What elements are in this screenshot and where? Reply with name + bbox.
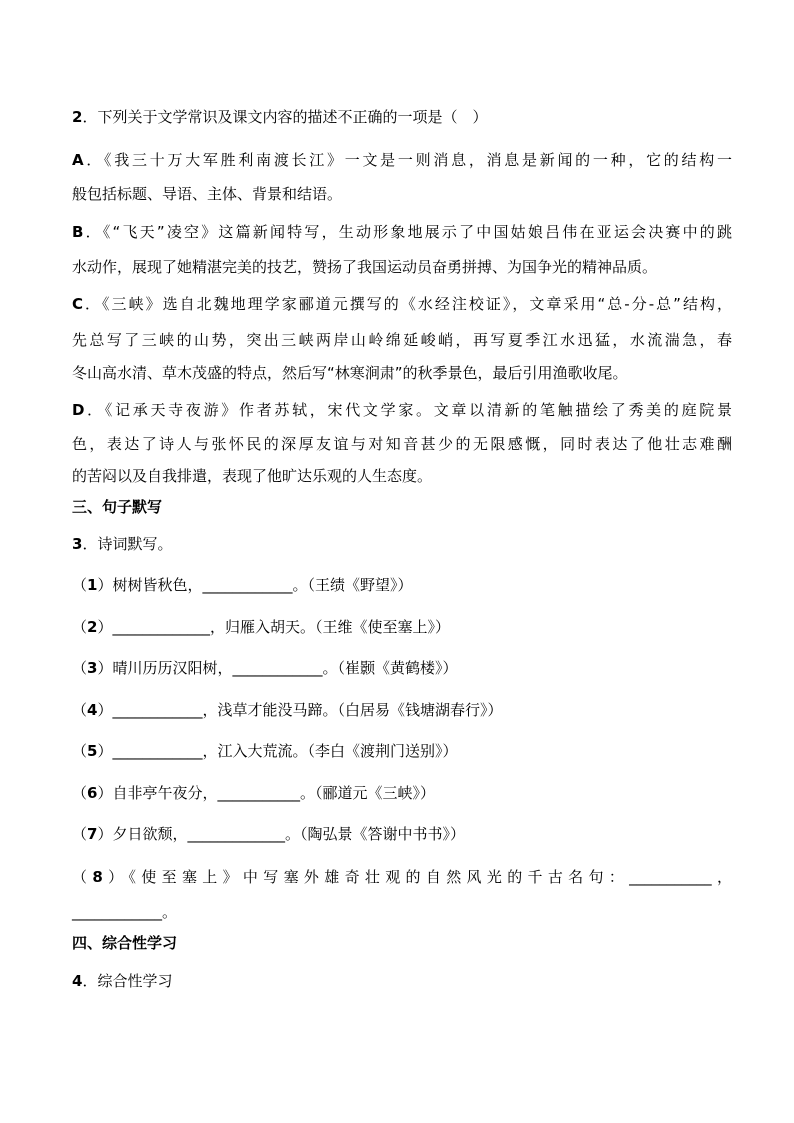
option-b-line1: B．《“飞天”凌空》这篇新闻特写，生动形象地展示了中国姑娘吕伟在亚运会决赛中的跳 [72,223,732,241]
poem-item-2: （2）_____________，归雁入胡天。（王维《使至塞上》） [72,618,450,636]
option-a-line2: 般包括标题、导语、主体、背景和结语。 [72,185,343,203]
option-b-line2: 水动作，展现了她精湛完美的技艺，赞扬了我国运动员奋勇拼搏、为国争光的精神品质。 [72,258,658,276]
poem-item-6: （6）自非亭午夜分，___________。（郦道元《三峡》） [72,784,435,802]
option-c-line1: C．《三峡》选自北魏地理学家郦道元撰写的《水经注校证》，文章采用“总-分-总”结构， [72,295,732,313]
option-c-line3: 冬山高水清、草木茂盛的特点，然后写“林寒涧肃”的秋季景色，最后引用渔歌收尾。 [72,364,628,382]
option-a-line1: A．《我三十万大军胜利南渡长江》一文是一则消息，消息是新闻的一种，它的结构一 [72,151,732,169]
section-4-title: 四、综合性学习 [72,934,178,952]
option-d-line3: 的苦闷以及自我排遣，表现了他旷达乐观的人生态度。 [72,467,433,485]
poem-item-5: （5）____________，江入大荒流。（李白《渡荆门送别》） [72,742,458,760]
section-3-title: 三、句子默写 [72,498,163,516]
poem-item-3: （3）晴川历历汉阳树，____________。（崔颢《黄鹤楼》） [72,659,458,677]
poem-item-1: （1）树树皆秋色，____________。（王绩《野望》） [72,576,413,594]
poem-item-7: （7）夕日欲颓，_____________。（陶弘景《答谢中书书》） [72,825,465,843]
question-2-stem: 2．下列关于文学常识及课文内容的描述不正确的一项是（ ） [72,108,488,126]
question-3-stem: 3．诗词默写。 [72,535,173,553]
question-4-stem: 4．综合性学习 [72,972,173,990]
poem-item-8-line1: （8）《使至塞上》中写塞外雄奇壮观的自然风光的千古名句：___________， [72,868,732,886]
poem-item-8-line2: ____________。 [72,903,178,921]
option-d-line1: D．《记承天寺夜游》作者苏轼，宋代文学家。文章以清新的笔触描绘了秀美的庭院景 [72,401,732,419]
option-d-line2: 色，表达了诗人与张怀民的深厚友谊与对知音甚少的无限感慨，同时表达了他壮志难酬 [72,435,732,453]
poem-item-4: （4）____________，浅草才能没马蹄。（白居易《钱塘湖春行》） [72,701,503,719]
option-c-line2: 先总写了三峡的山势，突出三峡两岸山岭绵延峻峭，再写夏季江水迅猛，水流湍急，春 [72,331,732,349]
